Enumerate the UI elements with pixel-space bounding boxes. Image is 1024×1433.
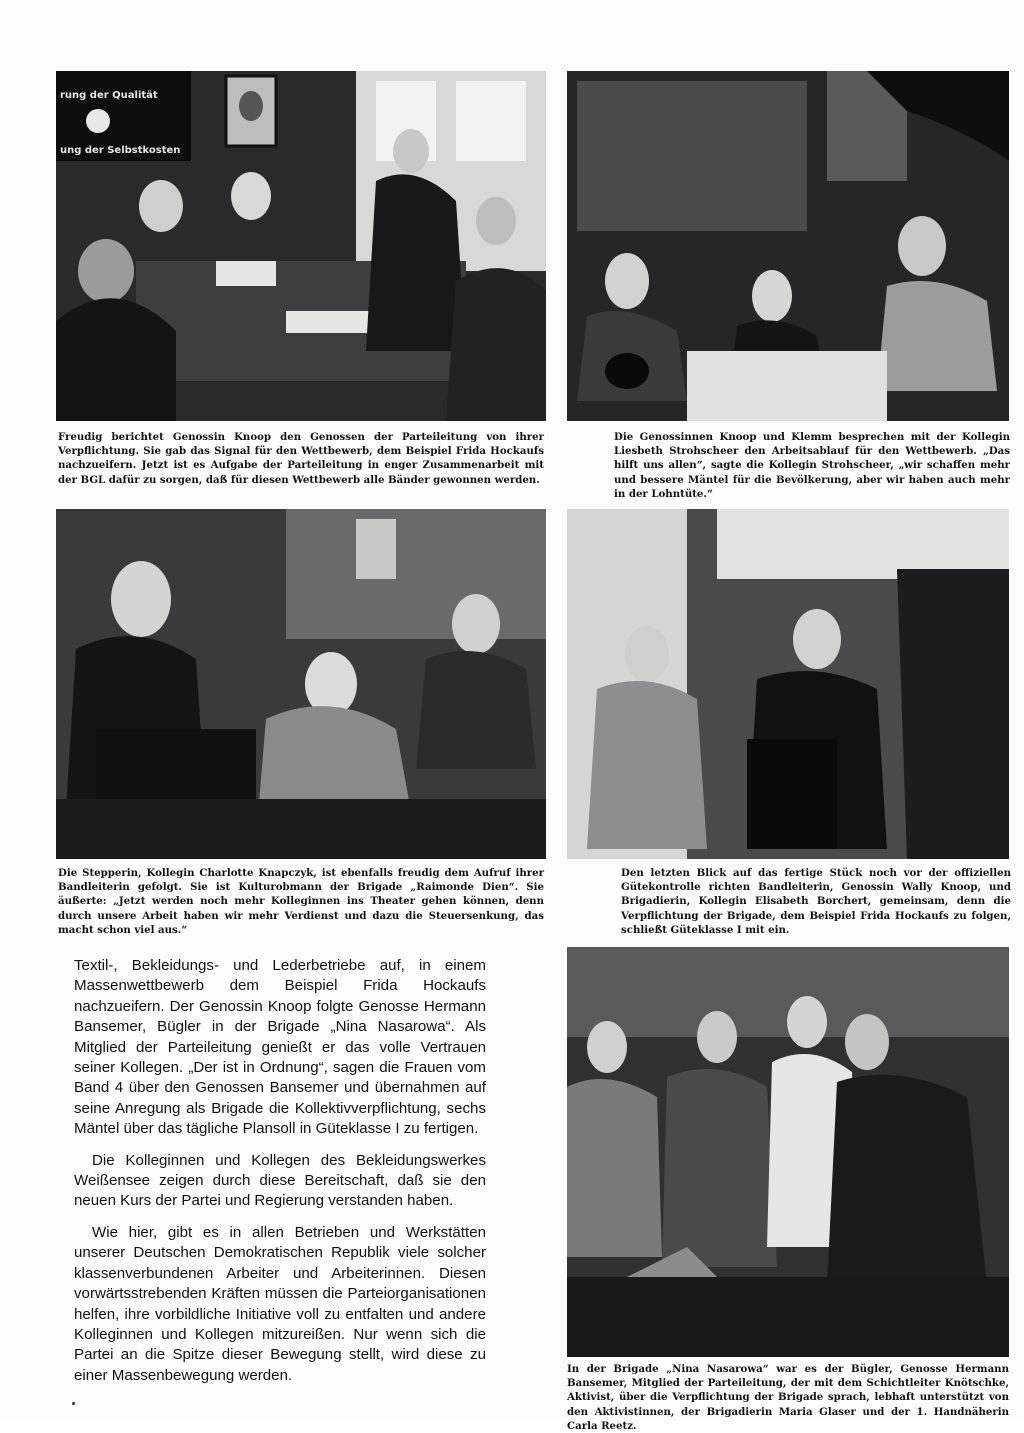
caption-stitcher: Die Stepperin, Kollegin Charlotte Knapczyk, ist ebenfalls freudig dem Aufruf ihrer Bandleiterin gefolgt. Sie ist Kulturobmann der Brigade „Raimonde Dien“. Sie äußerte: „Jetzt werden noch mehr Kolleginnen ins Theater gehen können, denn durch unsere Arbeit haben wir mehr Verdienst und dazu die Steuersenkung, das macht schon viel aus.“ xyxy=(58,867,544,936)
banner-line-1: rung der Qualität xyxy=(60,90,158,101)
article-paragraph-2: Die Kolleginnen und Kollegen des Bekleidungswerkes Weißensee zeigen durch diese Bereitschaft, daß sie den neuen Kurs der Partei und Regierung verstanden haben. xyxy=(74,1151,486,1210)
print-mark xyxy=(72,1402,75,1405)
article-paragraph-1: Textil-, Bekleidungs- und Lederbetriebe auf, in einem Massenwettbewerb dem Beispiel Frida Hockaufs nachzueifern. Der Genossin Knoop folgte Genosse Hermann Bansemer, Bügler in der Brigade „Nina Nasarowa“. Als Mitglied der Parteileitung genießt er das volle Vertrauen seiner Kollegen. „Der ist in Ordnung“, sagen die Frauen vom Band 4 über den Genossen Bansemer und übernahmen auf seine Anregung als Brigade die Kollektivverpflichtung, sechs Mäntel über das tägliche Plansoll in Güteklasse I zu fertigen. xyxy=(74,957,486,1138)
photo-quality-check-image xyxy=(567,509,1009,859)
photo-stitcher-image xyxy=(56,509,546,859)
caption-party-meeting: Freudig berichtet Genossin Knoop den Genossen der Parteileitung von ihrer Verpflichtung. Sie gab das Signal für den Wettbewerb, dem Beispiel Frida Hockaufs nachzueifern. Jetzt ist es Aufgabe der Parteileitung in enger Zusammenarbeit mit der BGL dafür zu sorgen, daß für diesen Wettbewerb alle Bänder gewonnen werden. xyxy=(58,431,544,486)
photo-party-meeting xyxy=(56,71,546,421)
photo-discussion-image xyxy=(567,71,1009,421)
caption-brigade: In der Brigade „Nina Nasarowa“ war es der Bügler, Genosse Hermann Bansemer, Mitglied der Parteileitung, der mit dem Schichtleiter Knötschke, Aktivist, über die Verpflichtung der Brigade sprach, lebhaft unterstützt von den Aktivistinnen, der Brigadierin Maria Glaser und der 1. Handnäherin Carla Reetz. xyxy=(567,1363,1009,1432)
article-body xyxy=(74,956,486,1397)
photo-party-meeting-image xyxy=(56,71,546,421)
photo-quality-check xyxy=(567,509,1009,859)
banner-line-2: ung der Selbstkosten xyxy=(60,145,181,156)
article-paragraph-3: Wie hier, gibt es in allen Betrieben und Werkstätten unserer Deutschen Demokratischen Republik viele solcher klassenverbundenen Arbeiter und Arbeiterinnen. Diesen vorwärtsstrebenden Kräften müssen die Parteiorganisationen helfen, ihre vorbildliche Initiative voll zu entfalten und andere Kolleginnen und Kollegen mitzureißen. Nur wenn sich die Partei an die Spitze dieser Bewegung stellt, wird diese zu einer Massenbewegung werden. xyxy=(74,1223,486,1384)
photo-brigade-image xyxy=(567,947,1009,1357)
photo-discussion xyxy=(567,71,1009,421)
photo-stitcher xyxy=(56,509,546,859)
caption-quality-check: Den letzten Blick auf das fertige Stück noch vor der offiziellen Gütekontrolle richten Bandleiterin, Genossin Wally Knoop, und Brigadierin, Kollegin Elisabeth Borchert, gemeinsam, denn die Verpflichtung der Brigade, dem Beispiel Frida Hockaufs zu folgen, schließt Güteklasse I mit ein. xyxy=(621,867,1011,936)
photo-brigade xyxy=(567,947,1009,1357)
caption-discussion: Die Genossinnen Knoop und Klemm besprechen mit der Kollegin Liesbeth Strohscheer den Arbeitsablauf für den Wettbewerb. „Das hilft uns allen“, sagte die Kollegin Strohscheer, „wir schaffen mehr und bessere Mäntel für die Bevölkerung, aber wir haben auch mehr in der Lohntüte.“ xyxy=(614,431,1010,500)
